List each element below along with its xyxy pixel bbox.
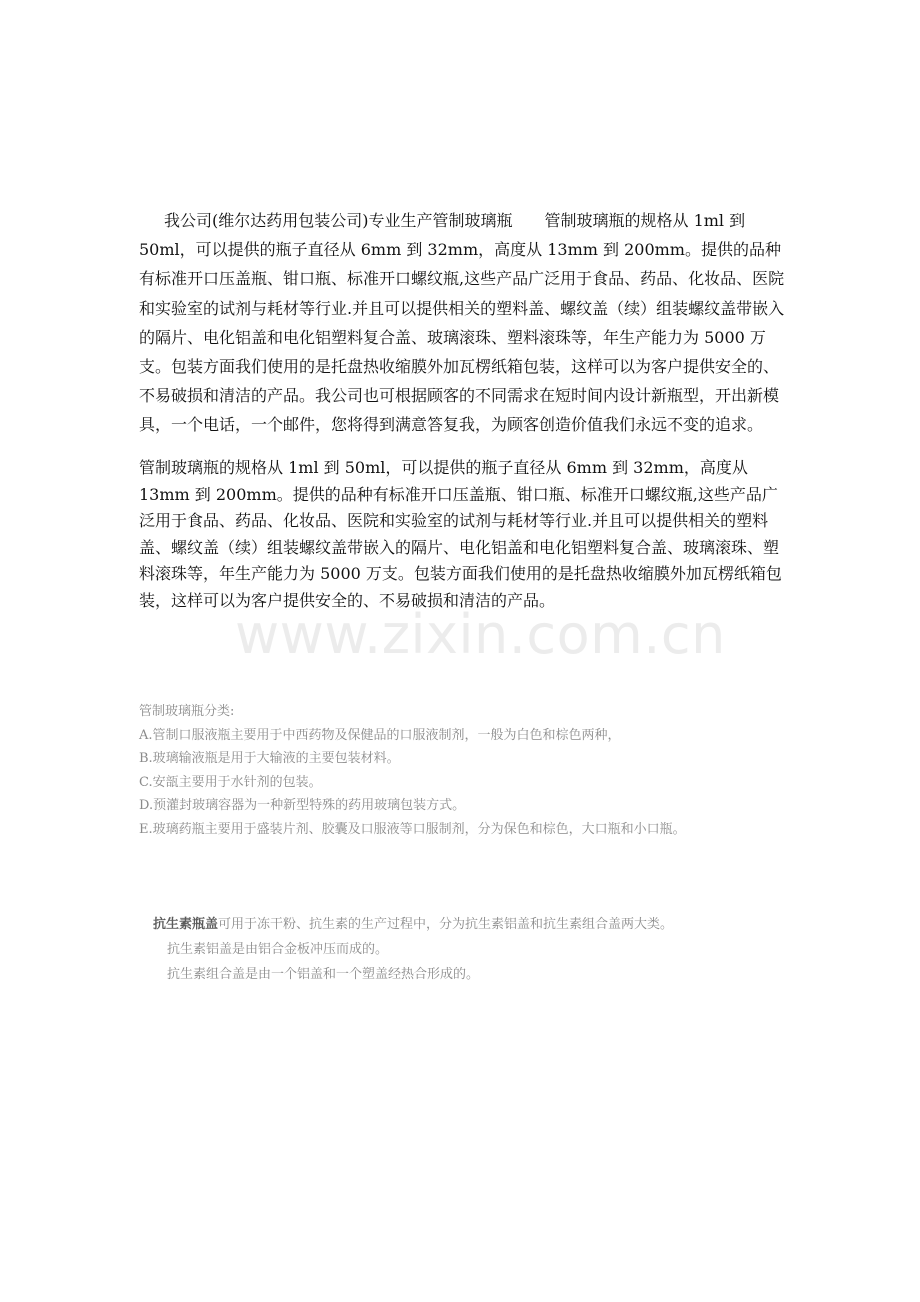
classification-item-d: D.预灌封玻璃容器为一种新型特殊的药用玻璃包装方式。: [139, 798, 466, 814]
antibiotic-caps-intro-line: [153, 912, 833, 937]
classification-item-a: A.管制口服液瓶主要用于中西药物及保健品的口服液制剂，一般为白色和棕色两种，: [139, 727, 621, 743]
aluminum-cap-line: 抗生素铝盖是由铝合金板冲压而成的。: [167, 942, 389, 957]
classification-item-e: E.玻璃药瓶主要用于盛装片剂、胶囊及口服液等口服制剂，分为保色和棕色，大口瓶和小口瓶。: [139, 821, 686, 837]
watermark: www.zixin.com.cn: [235, 603, 726, 666]
antibiotic-caps-intro: 可用于冻干粉、抗生素的生产过程中，分为抗生素铝盖和抗生素组合盖两大类。: [218, 917, 674, 932]
classification-heading: 管制玻璃瓶分类:: [139, 704, 235, 719]
antibiotic-caps-term: 抗生素瓶盖: [153, 917, 219, 932]
classification-item-b: B.玻璃输液瓶是用于大输液的主要包装材料。: [139, 751, 400, 767]
spec-paragraph: 管制玻璃瓶的规格从 1ml 到 50ml，可以提供的瓶子直径从 6mm 到 32mm，高度从 13mm 到 200mm。提供的品种有标准开口压盖瓶、钳口瓶、标准开口螺纹瓶,这些产品广泛用于食品、药品、化妆品、医院和实验室的试剂与耗材等行业.并且可以提供相关的塑料盖、螺纹盖（续）组装螺纹盖带嵌入的隔片、电化铝盖和电化铝塑料复合盖、玻璃滚珠、塑料滚珠等，年生产能力为 5000 万支。包装方面我们使用的是托盘热收缩膜外加瓦楞纸箱包装，这样可以为客户提供安全的、不易破损和清洁的产品。: [139, 458, 782, 610]
intro-paragraph: 我公司(维尔达药用包装公司)专业生产管制玻璃瓶 管制玻璃瓶的规格从 1ml 到 50ml，可以提供的瓶子直径从 6mm 到 32mm，高度从 13mm 到 200mm。提供的品种有标准开口压盖瓶、钳口瓶、标准开口螺纹瓶,这些产品广泛用于食品、药品、化妆品、医院和实验室的试剂与耗材等行业.并且可以提供相关的塑料盖、螺纹盖（续）组装螺纹盖带嵌入的隔片、电化铝盖和电化铝塑料复合盖、玻璃滚珠、塑料滚珠等，年生产能力为 5000 万支。包装方面我们使用的是托盘热收缩膜外加瓦楞纸箱包装，这样可以为客户提供安全的、不易破损和清洁的产品。我公司也可根据顾客的不同需求在短时间内设计新瓶型，开出新模具，一个电话，一个邮件，您将得到满意答复我，为顾客创造价值我们永远不变的追求。: [139, 211, 785, 435]
classification-section: [139, 700, 819, 842]
classification-item-c: C.安瓿主要用于水针剂的包装。: [139, 774, 322, 790]
antibiotic-caps-section: [153, 912, 833, 987]
combination-cap-line: 抗生素组合盖是由一个铝盖和一个塑盖经热合形成的。: [167, 967, 480, 982]
